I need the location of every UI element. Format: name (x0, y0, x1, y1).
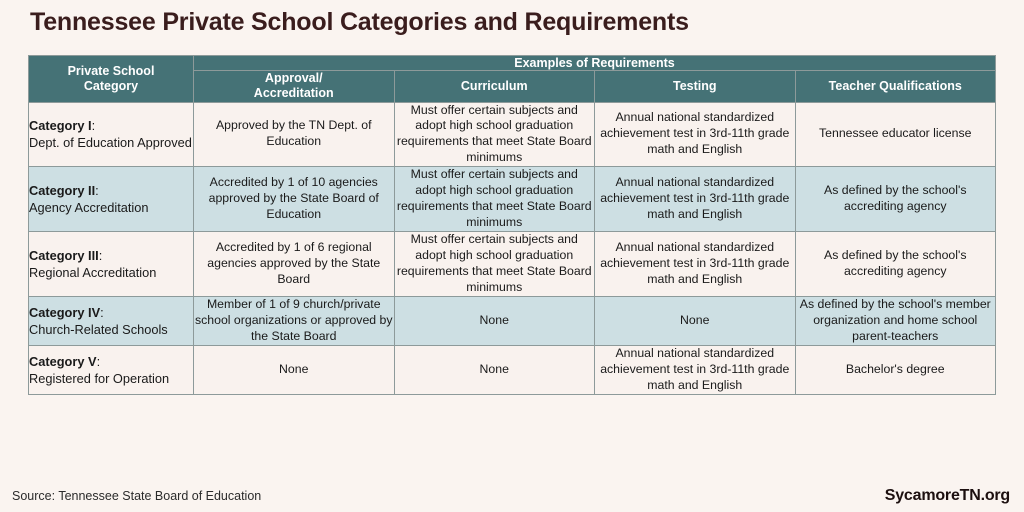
category-name: Category V (29, 354, 97, 370)
cell-category (29, 232, 194, 297)
table-body (29, 102, 996, 395)
site-logo: SycamoreTN.org (884, 487, 1010, 504)
cell-teacher: Bachelor's degree (795, 346, 996, 395)
cell-teacher: As defined by the school's member organization and home school parent-teachers (795, 297, 996, 346)
category-description: Church-Related Schools (29, 322, 168, 338)
table-container (28, 55, 996, 395)
column-header-approval (194, 71, 395, 103)
requirements-table (28, 55, 996, 395)
column-header-approval-line2: Accreditation (253, 86, 334, 101)
cell-category (29, 297, 194, 346)
category-description: Agency Accreditation (29, 200, 149, 216)
column-header-testing: Testing (595, 71, 796, 103)
cell-approval: None (194, 346, 395, 395)
table-row (29, 297, 996, 346)
category-name: Category II (29, 183, 96, 199)
category-name: Category IV (29, 305, 101, 321)
source-note: Source: Tennessee State Board of Education (12, 489, 262, 503)
cell-approval: Accredited by 1 of 10 agencies approved by the State Board of Education (194, 167, 395, 232)
column-header-teacher-qualifications: Teacher Qualifications (795, 71, 996, 103)
cell-curriculum: Must offer certain subjects and adopt high school graduation requirements that meet State Board minimums (394, 102, 595, 167)
category-separator: : (98, 248, 103, 264)
cell-curriculum: Must offer certain subjects and adopt high school graduation requirements that meet State Board minimums (394, 232, 595, 297)
category-description: Regional Accreditation (29, 265, 157, 281)
cell-approval: Member of 1 of 9 church/private school organizations or approved by the State Board (194, 297, 395, 346)
cell-curriculum: Must offer certain subjects and adopt high school graduation requirements that meet State Board minimums (394, 167, 595, 232)
category-name: Category I (29, 118, 92, 134)
cell-testing: Annual national standardized achievement test in 3rd-11th grade math and English (595, 167, 796, 232)
cell-testing: Annual national standardized achievement test in 3rd-11th grade math and English (595, 232, 796, 297)
cell-testing: None (595, 297, 796, 346)
cell-testing: Annual national standardized achievement test in 3rd-11th grade math and English (595, 102, 796, 167)
column-header-category (29, 56, 194, 103)
cell-teacher: As defined by the school's accrediting agency (795, 167, 996, 232)
cell-testing: Annual national standardized achievement test in 3rd-11th grade math and English (595, 346, 796, 395)
column-header-category-line2: Category (83, 78, 139, 93)
category-separator: : (91, 118, 96, 134)
table-head (29, 56, 996, 103)
category-description: Dept. of Education Approved (29, 135, 192, 151)
table-header-group-row (29, 56, 996, 71)
cell-category (29, 167, 194, 232)
column-header-category-line1: Private School (67, 63, 155, 78)
category-separator: : (100, 305, 104, 321)
cell-category (29, 102, 194, 167)
cell-approval: Approved by the TN Dept. of Education (194, 102, 395, 167)
table-row (29, 346, 996, 395)
table-row (29, 102, 996, 167)
cell-teacher: As defined by the school's accrediting agency (795, 232, 996, 297)
table-row (29, 167, 996, 232)
column-group-header-requirements: Examples of Requirements (194, 56, 996, 71)
cell-category (29, 346, 194, 395)
table-row (29, 232, 996, 297)
cell-curriculum: None (394, 297, 595, 346)
column-header-approval-line1: Approval/ (264, 71, 323, 85)
category-description: Registered for Operation (29, 371, 170, 387)
cell-teacher: Tennessee educator license (795, 102, 996, 167)
category-separator: : (95, 183, 99, 199)
cell-curriculum: None (394, 346, 595, 395)
category-name: Category III (29, 248, 99, 264)
column-header-curriculum: Curriculum (394, 71, 595, 103)
category-separator: : (96, 354, 101, 370)
cell-approval: Accredited by 1 of 6 regional agencies approved by the State Board (194, 232, 395, 297)
page-title: Tennessee Private School Categories and Requirements (30, 8, 689, 36)
